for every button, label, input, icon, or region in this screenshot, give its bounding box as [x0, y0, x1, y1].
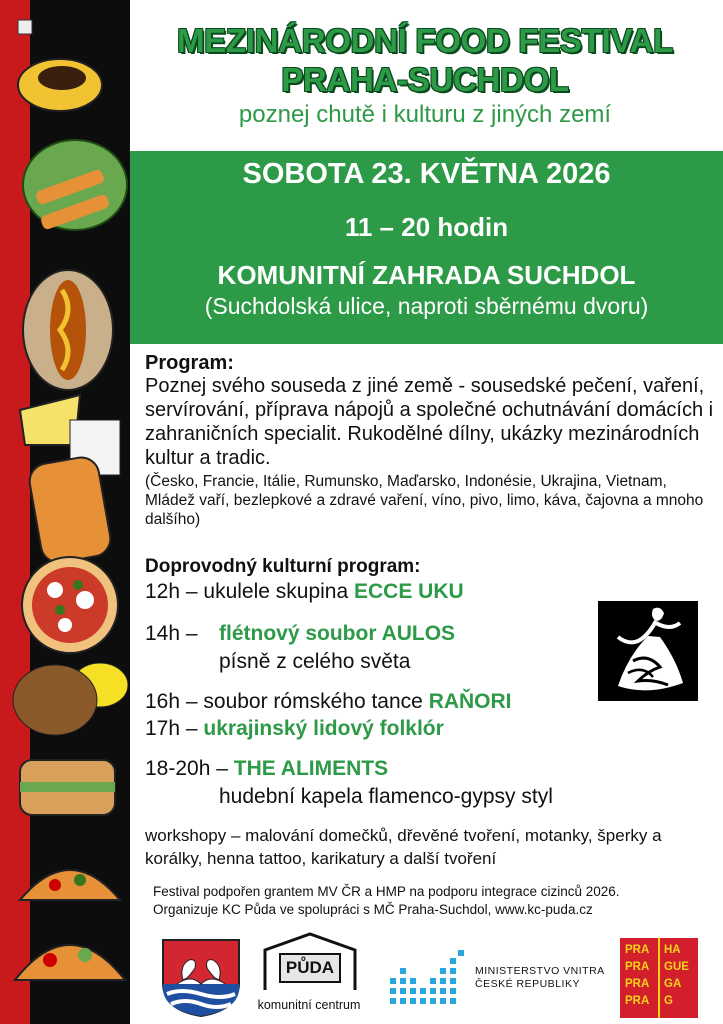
flamenco-dancer-illustration — [598, 601, 698, 701]
praha-city-logo: PRA PRA PRA PRA HA GUE GA G — [620, 938, 698, 1018]
suchdol-coat-of-arms-logo — [161, 938, 241, 1018]
event-venue-detail: (Suchdolská ulice, naproti sběrnému dvoru) — [204, 293, 649, 319]
program-section — [145, 352, 715, 529]
workshops-text: workshopy – malování domečků, dřevěné tvoření, motanky, šperky a korálky, henna tattoo, karikatury a další tvoření — [145, 826, 662, 868]
credits-text — [153, 883, 713, 919]
event-info-banner — [130, 151, 723, 344]
festival-subtitle: poznej chutě i kulturu z jiných zemí — [238, 101, 612, 128]
event-venue: KOMUNITNÍ ZAHRADA SUCHDOL — [217, 260, 636, 290]
puda-sign: PŮDA — [285, 958, 335, 977]
culture-item: 18-20h – THE ALIMENTS — [145, 757, 389, 780]
culture-item-detail: písně z celého světa — [219, 650, 411, 673]
performer-name: THE ALIMENTS — [233, 757, 389, 780]
festival-location-title: PRAHA-SUCHDOL — [281, 61, 569, 98]
ministry-logo-text: MINISTERSTVO VNITRA ČESKÉ REPUBLIKY — [475, 965, 605, 990]
taco-icon — [20, 870, 120, 900]
performer-name: ukrajinský lidový folklór — [203, 717, 444, 740]
festival-title: MEZINÁRODNÍ FOOD FESTIVAL — [176, 22, 674, 59]
event-date: SOBOTA 23. KVĚTNA 2026 — [242, 158, 611, 190]
culture-item: 17h – ukrajinský lidový folklór — [145, 717, 444, 740]
event-hours: 11 – 20 hodin — [344, 212, 509, 242]
food-illustration — [0, 0, 130, 1024]
program-heading: Program: — [145, 352, 234, 374]
food-illustration-strip — [0, 0, 130, 1024]
ministry-logo-mark — [388, 948, 466, 1008]
performer-name: ECCE UKU — [354, 580, 464, 603]
organizer-note: Organizuje KC Půda ve spolupráci s MČ Praha-Suchdol, www.kc-puda.cz — [153, 902, 593, 917]
culture-item-detail: hudební kapela flamenco-gypsy styl — [219, 785, 553, 808]
grant-note: Festival podpořen grantem MV ČR a HMP na podporu integrace cizinců 2026. — [153, 884, 620, 899]
culture-item: 16h – soubor rómského tance RAŇORI — [145, 690, 512, 713]
culture-heading: Doprovodný kulturní program: — [145, 556, 421, 577]
performer-name: RAŇORI — [428, 690, 512, 713]
culture-item: 12h – ukulele skupina ECCE UKU — [145, 580, 464, 603]
program-description: Poznej svého souseda z jiné země - sousedské pečení, vaření, servírování, příprava nápojů a společné ochutnávání domácích i zahraničních specialit. Rukodělné dílny, ukázky mezinárodních kultur a tradic. — [145, 375, 714, 469]
culture-item: 14h –flétnový soubor AULOS — [145, 622, 456, 645]
puda-caption: komunitní centrum — [257, 998, 361, 1012]
performer-name: flétnový soubor AULOS — [219, 622, 456, 645]
program-countries: (Česko, Francie, Itálie, Rumunsko, Maďarsko, Indonésie, Ukrajina, Vietnam, Mládež vaří, bezlepkové a zdravé vaření, víno, pivo, limo, káva, čajovna a mnoho dalšího) — [145, 473, 704, 528]
